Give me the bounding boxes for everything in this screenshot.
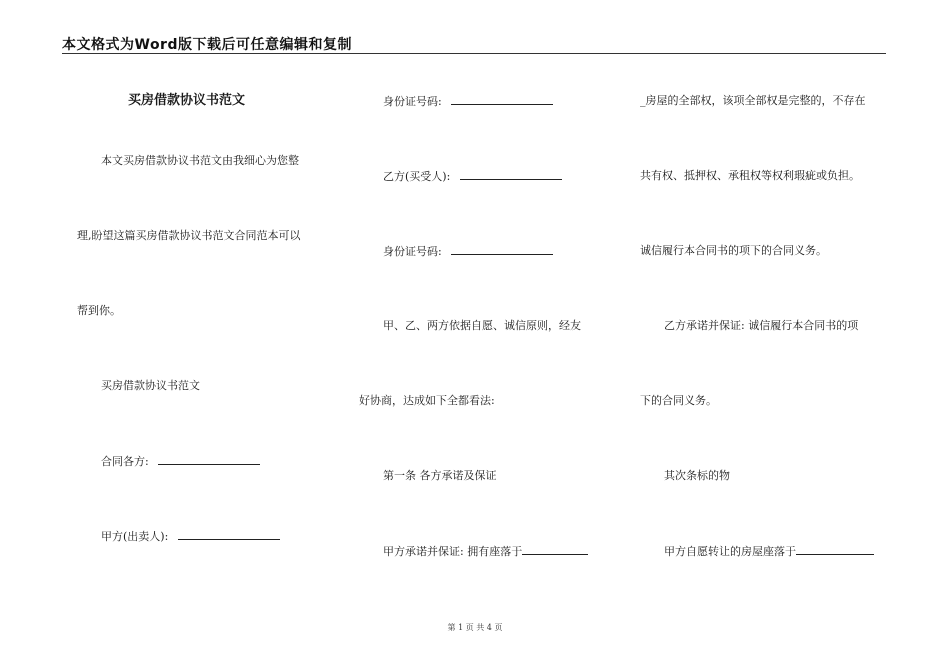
ownership-line-2: 共有权、抵押权、承租权等权利瑕疵或负担。 bbox=[640, 169, 860, 182]
article-1-heading: 第一条 各方承诺及保证 bbox=[383, 469, 497, 482]
party-a-label: 甲方(出卖人): bbox=[101, 530, 169, 543]
obligation-line: 诚信履行本合同书的项下的合同义务。 bbox=[640, 244, 827, 257]
page-number: 第 1 页 共 4 页 bbox=[447, 623, 503, 632]
id-a-row bbox=[383, 94, 553, 109]
party-b-promise-line-1: 乙方承诺并保证: 诚信履行本合同书的项 bbox=[664, 319, 859, 332]
party-b-promise-line-2: 下的合同义务。 bbox=[640, 394, 717, 407]
location-blank bbox=[522, 544, 588, 555]
id-a-blank bbox=[451, 94, 553, 105]
property-location-blank bbox=[796, 544, 874, 555]
id-a-label: 身份证号码: bbox=[383, 95, 442, 108]
party-b-label: 乙方(买受人): bbox=[383, 170, 451, 183]
party-b-blank bbox=[460, 169, 562, 180]
header-divider bbox=[62, 53, 886, 54]
parties-label: 合同各方: bbox=[101, 455, 149, 468]
id-b-blank bbox=[451, 244, 553, 255]
parties-blank bbox=[158, 454, 260, 465]
article-2-heading: 其次条标的物 bbox=[664, 469, 730, 482]
party-b-row bbox=[383, 169, 562, 184]
intro-line-1: 本文买房借款协议书范文由我细心为您整 bbox=[101, 154, 299, 167]
id-b-label: 身份证号码: bbox=[383, 245, 442, 258]
property-location-row bbox=[664, 544, 874, 559]
party-a-row bbox=[101, 529, 280, 544]
id-b-row bbox=[383, 244, 553, 259]
agreement-line-2: 好协商，达成如下全都看法: bbox=[359, 394, 495, 407]
contract-subtitle: 买房借款协议书范文 bbox=[101, 379, 200, 392]
party-a-promise-text: 甲方承诺并保证: 拥有座落于 bbox=[383, 545, 523, 558]
document-title: 买房借款协议书范文 bbox=[128, 93, 246, 108]
party-a-promise-row bbox=[383, 544, 588, 559]
party-a-blank bbox=[178, 529, 280, 540]
intro-line-2: 理,盼望这篇买房借款协议书范文合同范本可以 bbox=[77, 229, 301, 242]
ownership-line-1: _房屋的全部权，该项全部权是完整的，不存在 bbox=[640, 94, 866, 107]
property-location-text: 甲方自愿转让的房屋座落于 bbox=[664, 545, 796, 558]
document-header: 本文格式为Word版下载后可任意编辑和复制 bbox=[62, 37, 352, 53]
intro-line-3: 帮到你。 bbox=[77, 304, 121, 317]
parties-row bbox=[101, 454, 260, 469]
agreement-line-1: 甲、乙、两方依据自愿、诚信原则，经友 bbox=[383, 319, 581, 332]
